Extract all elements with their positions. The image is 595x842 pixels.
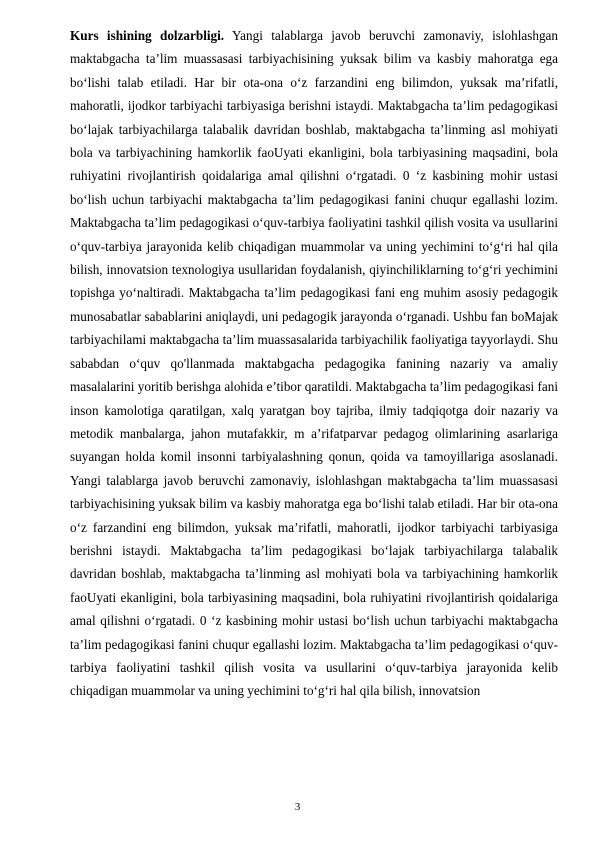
page-number: 3 xyxy=(294,801,301,813)
paragraph-text: Yangi talablarga javob beruvchi zamonaviy, islohlashgan maktabgacha ta’lim muassasasi tarbiyachisining yuksak bilim va kasbiy mahoratga ega bo‘lishi talab etiladi. Har bir ota-ona o‘z farzandini eng bilimdon, yuksak ma’rifatli, mahoratli, ijodkor tarbiyachi tarbiyasiga berishni istaydi. Maktabgacha ta’lim pedagogikasi bo‘lajak tarbiyachilarga talabalik davridan boshlab, maktabgacha ta’linming asl mohiyati bola va tarbiyachining hamkorlik faoUyati ekanligini, bola tarbiyasining maqsadini, bola ruhiyatini rivojlantirish qoidalariga amal qilishni o‘rgatadi. 0 ‘z kasbining mohir ustasi bo‘lish uchun tarbiyachi maktabgacha ta’lim pedagogikasi fanini chuqur egallashi lozim. Maktabgacha ta’lim pedagogikasi o‘quv-tarbiya faoliyatini tashkil qilish vosita va usullarini o‘quv-tarbiya jarayonida kelib chiqadigan muammolar va uning yechimini to‘g‘ri hal qila bilish, innovatsion texnologiya usullaridan foydalanish, qiyinchiliklarning to‘g‘ri yechimini topishga yo‘naltiradi. Maktabgacha ta’lim pedagogikasi fani eng muhim asosiy pedagogik munosabatlar sabablarini aniqlaydi, uni pedagogik jarayonda o‘rganadi. Ushbu fan boMajak tarbiyachilami maktabgacha ta’lim muassasalarida tarbiyachilik faoliyatiga tayyorlaydi. Shu sababdan o‘quv qo'llanmada maktabgacha pedagogika fanining nazariy va amaliy masalalarini yoritib berishga alohida e’tibor qaratildi. Maktabgacha ta’lim pedagogikasi fani inson kamolotiga qaratilgan, xalq yaratgan boy tajriba, ilmiy tadqiqotga doir nazariy va metodik manbalarga, jahon mutafakkir, m a’rifatparvar pedagog olimlarining asarlariga suyangan holda komil insonni tarbiyalashning qonun, qoida va tamoyillariga asoslanadi. Yangi talablarga javob beruvchi zamonaviy, islohlashgan maktabgacha ta’lim muassasasi tarbiyachisining yuksak bilim va kasbiy mahoratga ega bo‘lishi talab etiladi. Har bir ota-ona o‘z farzandini eng bilimdon, yuksak ma’rifatli, mahoratli, ijodkor tarbiyachi tarbiyasiga berishni istaydi. Maktabgacha ta’lim pedagogikasi bo‘lajak tarbiyachilarga talabalik davridan boshlab, maktabgacha ta’linming asl mohiyati bola va tarbiyachining hamkorlik faoUyati ekanligini, bola tarbiyasining maqsadini, bola ruhiyatini rivojlantirish qoidalariga amal qilishni o‘rgatadi. 0 ‘z kasbining mohir ustasi bo‘lish uchun tarbiyachi maktabgacha ta’lim pedagogikasi fanini chuqur egallashi lozim. Maktabgacha ta’lim pedagogikasi o‘quv-tarbiya faoliyatini tashkil qilish vosita va usullarini o‘quv-tarbiya jarayonida kelib chiqadigan muammolar va uning yechimini to‘g‘ri hal qila bilish, innovatsion xyxy=(70,28,558,699)
body-paragraph xyxy=(70,24,558,703)
section-heading: Kurs ishining dolzarbligi. xyxy=(70,28,225,43)
